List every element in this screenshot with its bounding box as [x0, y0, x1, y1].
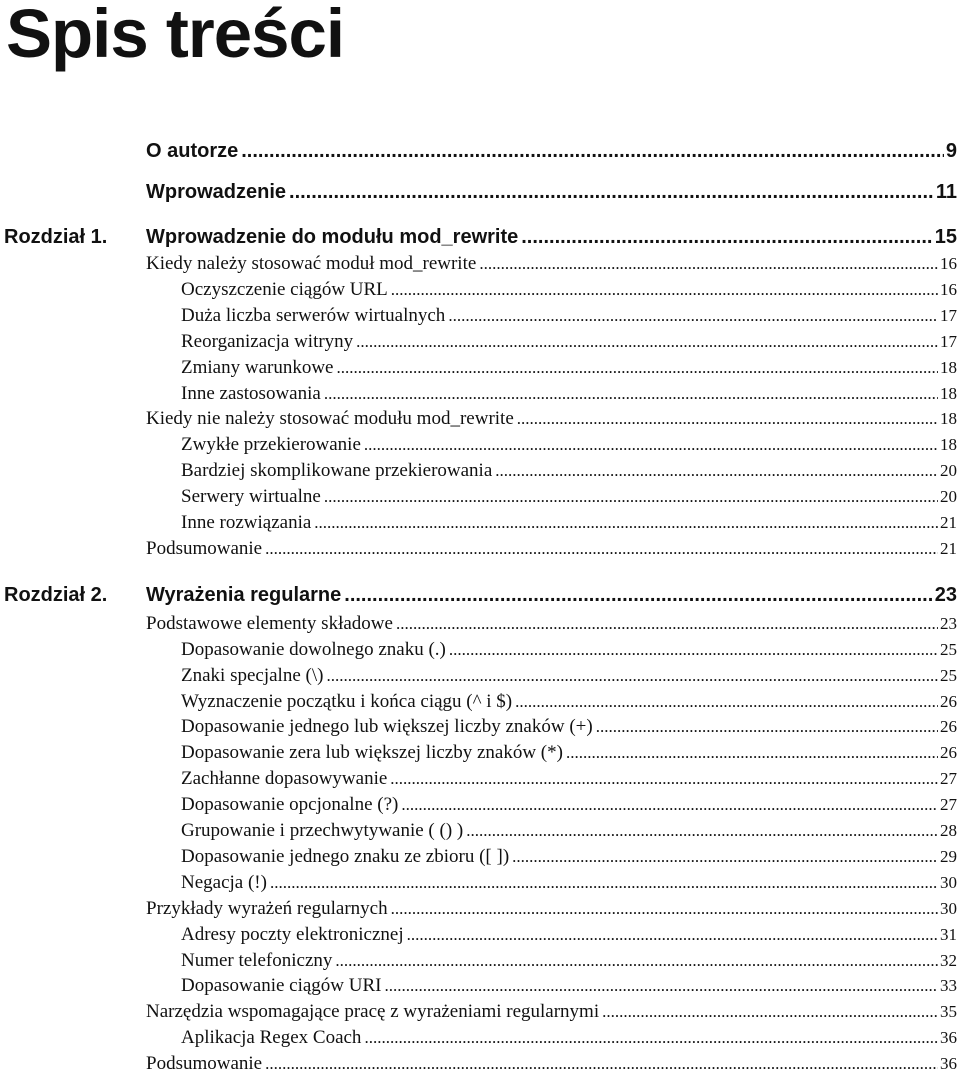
- page-number: 29: [940, 846, 957, 866]
- toc-line: [146, 999, 957, 1025]
- toc-line: [181, 922, 957, 948]
- dot-leader: [265, 536, 938, 562]
- toc-entry-row: [0, 536, 960, 562]
- page-number: 17: [940, 305, 957, 325]
- dot-leader: [401, 792, 938, 818]
- toc-line: [146, 251, 957, 277]
- page-number: 20: [940, 487, 957, 507]
- toc-line: [146, 224, 957, 250]
- toc-line: [181, 484, 957, 510]
- toc-entry-title: Wyznaczenie początku i końca ciągu (^ i $): [181, 690, 513, 712]
- toc-entry-title: Podstawowe elementy składowe: [146, 612, 393, 634]
- dot-leader: [391, 277, 938, 303]
- page-number: 11: [935, 181, 957, 203]
- toc-entry-title: Dopasowanie jednego lub większej liczby znaków (+): [181, 716, 593, 738]
- dot-leader: [596, 714, 938, 740]
- page-number: 36: [940, 1028, 957, 1048]
- dot-leader: [324, 484, 938, 510]
- toc-line: [181, 637, 957, 663]
- toc-line: [181, 458, 957, 484]
- dot-leader: [270, 870, 938, 896]
- page-number: 15: [934, 226, 957, 248]
- toc-line: [146, 896, 957, 922]
- toc-entry-row: [0, 637, 960, 663]
- page-number: 31: [940, 924, 957, 944]
- toc-line: [181, 844, 957, 870]
- toc-entry-title: Wprowadzenie do modułu mod_rewrite: [146, 226, 519, 248]
- toc-entry-title: Inne rozwiązania: [181, 512, 312, 533]
- toc-entry-title: Reorganizacja witryny: [181, 330, 354, 352]
- toc-entry-title: Negacja (!): [181, 871, 267, 893]
- page-number: 18: [940, 357, 957, 377]
- page-number: 27: [940, 795, 957, 815]
- toc-entry-row: [0, 792, 960, 818]
- toc-entry-title: Dopasowanie jednego znaku ze zbioru ([ ]): [181, 845, 510, 867]
- toc-entry-title: Adresy poczty elektronicznej: [181, 923, 404, 945]
- page-number: 16: [940, 254, 957, 273]
- toc-line: [181, 870, 957, 896]
- toc-entry-row: [0, 766, 960, 792]
- page-number: 23: [940, 613, 957, 633]
- dot-leader: [515, 689, 938, 715]
- toc-line: [181, 973, 957, 999]
- toc-entry-title: Serwery wirtualne: [181, 486, 321, 508]
- dot-leader: [356, 329, 938, 355]
- dot-leader: [512, 844, 938, 870]
- dot-leader: [566, 740, 938, 766]
- toc-entry-row: [0, 406, 960, 432]
- page-number: 16: [940, 279, 957, 299]
- toc-chapter-row: [0, 224, 960, 250]
- toc-entry-row: [0, 251, 960, 277]
- dot-leader: [314, 510, 938, 536]
- dot-leader: [602, 999, 938, 1025]
- dot-leader: [517, 406, 938, 432]
- page-title: Spis treści: [6, 0, 345, 72]
- dot-leader: [449, 637, 938, 663]
- dot-leader: [466, 818, 938, 844]
- toc-line: [146, 1051, 957, 1077]
- page-number: 17: [940, 331, 957, 351]
- toc-line: [181, 432, 957, 458]
- dot-leader: [289, 179, 934, 205]
- toc-chapter-row: [0, 138, 960, 164]
- page-number: 26: [940, 743, 957, 763]
- page-number: 20: [940, 461, 957, 481]
- page-number: 35: [940, 1002, 957, 1022]
- dot-leader: [344, 582, 932, 608]
- page-number: 25: [940, 639, 957, 659]
- page-number: 27: [940, 769, 957, 789]
- toc-entry-title: O autorze: [146, 140, 239, 162]
- dot-leader: [335, 948, 938, 974]
- toc-entry-title: Podsumowanie: [146, 537, 263, 559]
- toc-entry-row: [0, 611, 960, 637]
- toc-entry-row: [0, 458, 960, 484]
- toc-entry-row: [0, 1051, 960, 1077]
- page-number: 33: [940, 976, 957, 996]
- toc-entry-row: [0, 844, 960, 870]
- toc-entry-row: [0, 329, 960, 355]
- toc-line: [181, 510, 957, 536]
- dot-leader: [324, 381, 938, 407]
- toc-entry-row: [0, 689, 960, 715]
- toc-line: [146, 406, 957, 432]
- toc-entry-title: Grupowanie i przechwytywanie ( () ): [181, 820, 464, 841]
- page-number: 18: [940, 409, 957, 429]
- dot-leader: [407, 922, 938, 948]
- toc-entry-row: [0, 740, 960, 766]
- page-number: 21: [940, 513, 957, 532]
- dot-leader: [364, 1025, 938, 1051]
- toc-entry-row: [0, 484, 960, 510]
- toc-line: [181, 948, 957, 974]
- toc-entry-row: [0, 999, 960, 1025]
- dot-leader: [391, 896, 938, 922]
- dot-leader: [390, 766, 938, 792]
- toc-entry-title: Dopasowanie opcjonalne (?): [181, 794, 399, 816]
- dot-leader: [336, 355, 938, 381]
- toc-line: [181, 381, 957, 407]
- toc-line: [181, 303, 957, 329]
- page-number: 25: [940, 665, 957, 685]
- page-number: 28: [940, 821, 957, 840]
- toc-entry-title: Wprowadzenie: [146, 181, 287, 203]
- toc-entry-row: [0, 922, 960, 948]
- dot-leader: [495, 458, 938, 484]
- toc-line: [146, 611, 957, 637]
- toc-entry-row: [0, 896, 960, 922]
- toc-entry-title: Podsumowanie: [146, 1053, 263, 1075]
- toc-entry-title: Numer telefoniczny: [181, 949, 333, 971]
- dot-leader: [521, 224, 933, 250]
- toc-entry-row: [0, 381, 960, 407]
- page-number: 18: [940, 383, 957, 403]
- toc-entry-title: Oczyszczenie ciągów URL: [181, 278, 388, 300]
- toc-entry-row: [0, 510, 960, 536]
- page-number: 18: [940, 435, 957, 455]
- toc-entry-title: Zachłanne dopasowywanie: [181, 768, 388, 790]
- toc-line: [181, 277, 957, 303]
- toc-entry-title: Znaki specjalne (\): [181, 664, 324, 686]
- toc-line: [181, 766, 957, 792]
- page-number: 26: [940, 717, 957, 737]
- toc-line: [146, 138, 957, 164]
- toc-entry-row: [0, 948, 960, 974]
- page-number: 21: [940, 538, 957, 558]
- toc-entry-row: [0, 1025, 960, 1051]
- dot-leader: [385, 973, 938, 999]
- toc-entry-title: Dopasowanie zera lub większej liczby znaków (*): [181, 742, 563, 764]
- toc-line: [181, 792, 957, 818]
- toc-entry-title: Narzędzia wspomagające pracę z wyrażeniami regularnymi: [146, 1001, 600, 1023]
- page-number: 26: [940, 691, 957, 711]
- toc-line: [181, 714, 957, 740]
- toc-line: [181, 1025, 957, 1051]
- toc-entry-title: Przykłady wyrażeń regularnych: [146, 897, 388, 919]
- dot-leader: [364, 432, 938, 458]
- page-number: 36: [940, 1054, 957, 1074]
- toc-entry-title: Kiedy nie należy stosować modułu mod_rewrite: [146, 408, 514, 430]
- toc-entry-row: [0, 432, 960, 458]
- dot-leader: [265, 1051, 938, 1077]
- toc-entry-row: [0, 870, 960, 896]
- toc-entry-title: Aplikacja Regex Coach: [181, 1027, 362, 1049]
- toc-line: [181, 663, 957, 689]
- dot-leader: [479, 251, 938, 277]
- page-number: 30: [940, 872, 957, 892]
- dot-leader: [396, 611, 938, 637]
- toc-entry-title: Kiedy należy stosować moduł mod_rewrite: [146, 253, 477, 274]
- toc-line: [181, 740, 957, 766]
- toc-entry-row: [0, 355, 960, 381]
- toc-entry-title: Zwykłe przekierowanie: [181, 434, 361, 456]
- dot-leader: [448, 303, 938, 329]
- toc-line: [146, 536, 957, 562]
- dot-leader: [241, 138, 944, 164]
- toc-entry-title: Bardziej skomplikowane przekierowania: [181, 460, 493, 482]
- page-number: 30: [940, 898, 957, 918]
- toc-line: [146, 179, 957, 205]
- toc-entry-title: Inne zastosowania: [181, 382, 321, 404]
- toc-entry-row: [0, 277, 960, 303]
- chapter-label: Rozdział 2.: [4, 583, 108, 606]
- toc-entry-row: [0, 714, 960, 740]
- page-number: 9: [945, 140, 957, 162]
- toc-entry-row: [0, 303, 960, 329]
- toc-line: [146, 582, 957, 608]
- toc-entry-title: Wyrażenia regularne: [146, 583, 342, 606]
- toc-line: [181, 689, 957, 715]
- dot-leader: [326, 663, 938, 689]
- toc-chapter-row: [0, 582, 960, 608]
- toc-entry-row: [0, 973, 960, 999]
- toc-entry-title: Dopasowanie dowolnego znaku (.): [181, 638, 446, 660]
- toc-entry-title: Dopasowanie ciągów URI: [181, 975, 382, 997]
- toc-entry-title: Duża liczba serwerów wirtualnych: [181, 304, 446, 326]
- toc-chapter-row: [0, 179, 960, 205]
- page-number: 32: [940, 950, 957, 970]
- page-number: 23: [934, 583, 957, 606]
- toc-entry-row: [0, 663, 960, 689]
- toc-entry-row: [0, 818, 960, 844]
- toc-line: [181, 818, 957, 844]
- chapter-label: Rozdział 1.: [4, 226, 108, 248]
- toc-entry-title: Zmiany warunkowe: [181, 356, 334, 378]
- toc-line: [181, 355, 957, 381]
- toc-line: [181, 329, 957, 355]
